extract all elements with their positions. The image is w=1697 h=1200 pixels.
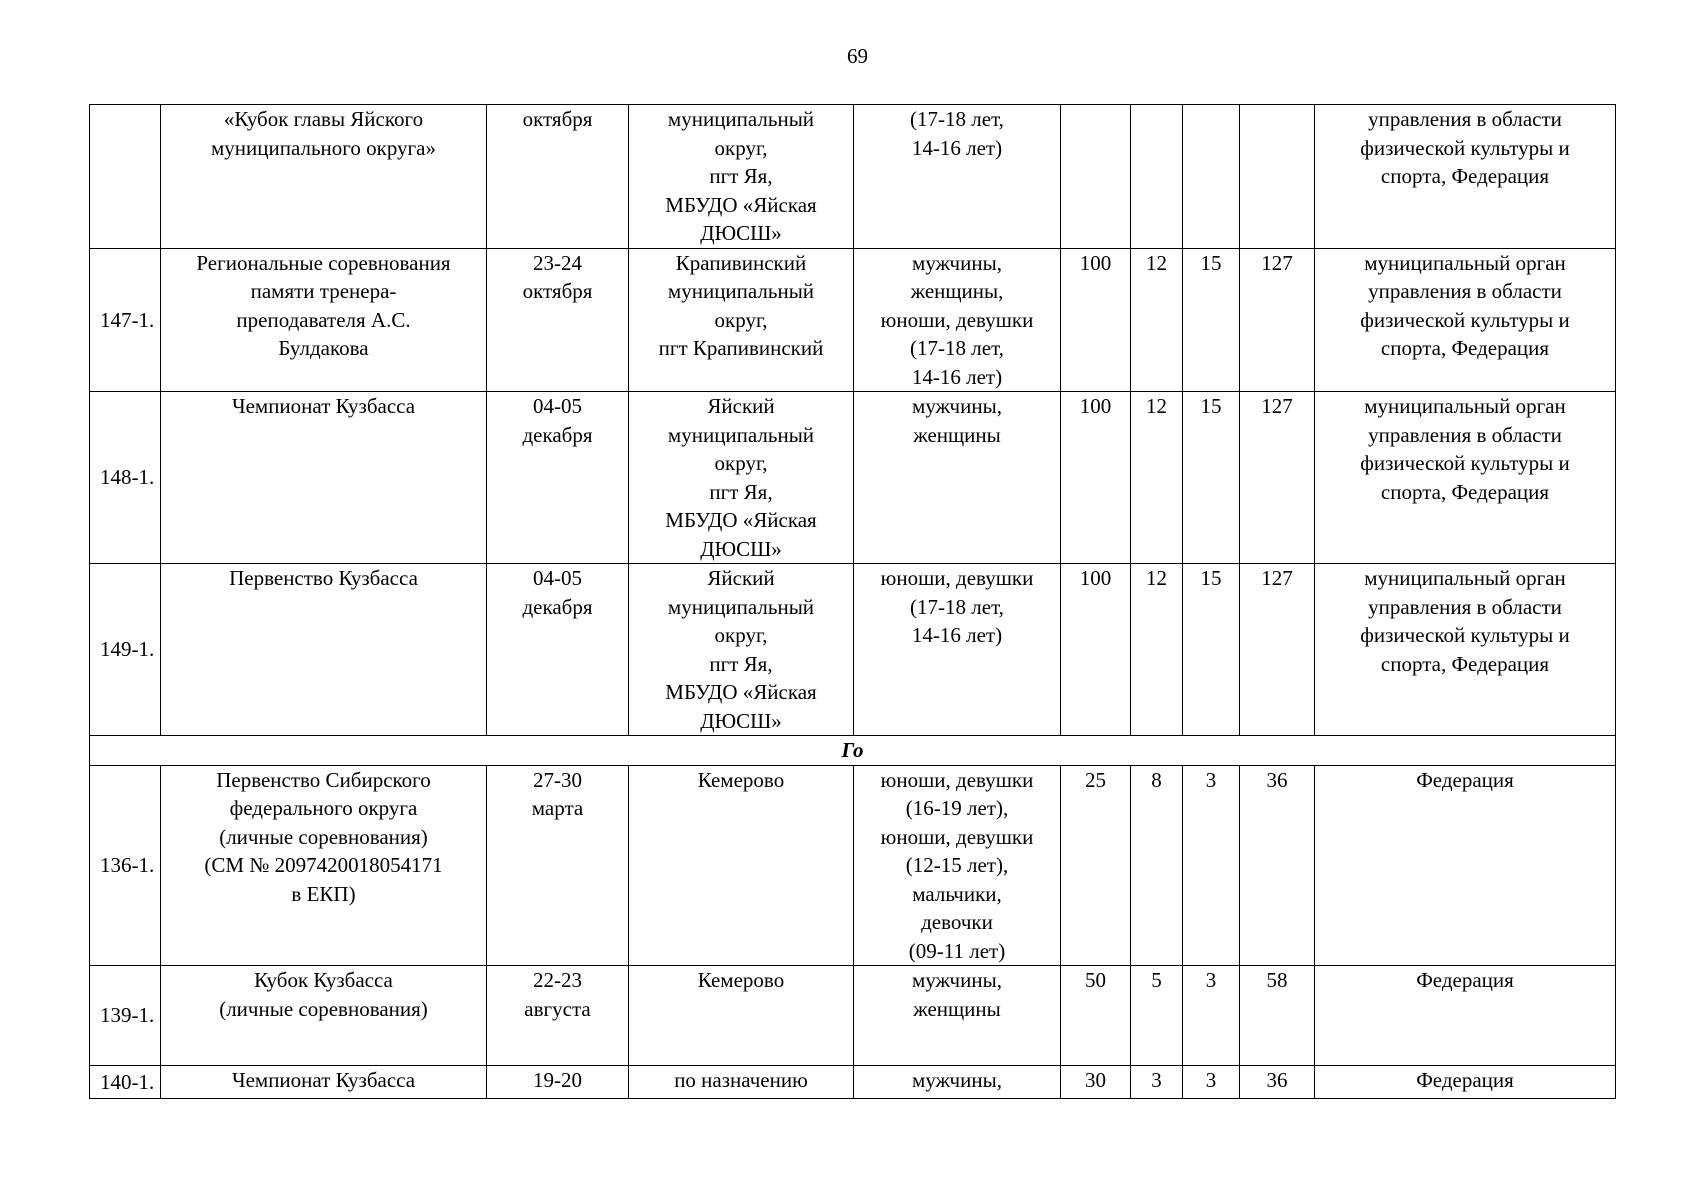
event-place-line: муниципальный [667, 422, 815, 447]
event-place-line: муниципальный [667, 594, 815, 619]
event-dates-line: августа [524, 996, 591, 1021]
event-organizer-cell [1315, 392, 1616, 564]
event-name-line: преподавателя А.С. [236, 307, 411, 332]
count-athletes-cell: 100 [1061, 248, 1131, 392]
event-name-line: федерального округа [229, 796, 418, 820]
event-dates-cell [487, 966, 629, 1066]
event-name-line: Чемпионат Кузбасса [231, 1068, 416, 1092]
event-organizer-line: управления в области [1368, 422, 1562, 447]
event-organizer-line: Федерация [1416, 1068, 1514, 1092]
count-coaches-cell: 12 [1131, 248, 1183, 392]
event-dates-line: 19-20 [533, 1068, 582, 1092]
event-place-line: пгт Яя, [709, 651, 773, 676]
page-number: 69 [847, 44, 868, 68]
event-name-cell [161, 248, 487, 392]
row-number-cell: 147-1. [90, 248, 161, 392]
event-participants-cell [854, 765, 1061, 966]
event-organizer-line: управления в области [1368, 594, 1562, 619]
event-place-cell [629, 966, 854, 1066]
event-dates-cell [487, 105, 629, 249]
event-dates-line: марта [531, 796, 584, 820]
event-name-cell [161, 1066, 487, 1099]
table-row [90, 392, 1616, 564]
count-coaches-cell: 3 [1131, 1066, 1183, 1099]
event-participants-line: 14-16 лет) [911, 135, 1003, 160]
event-participants-line: мужчины, [912, 394, 1002, 418]
event-name-line: памяти тренера- [250, 279, 397, 303]
count-judges-cell: 3 [1183, 1066, 1240, 1099]
event-place-line: МБУДО «Яйская [665, 192, 817, 217]
events-table [89, 104, 1616, 1099]
event-place-line: округ, [714, 135, 768, 160]
count-total-cell: 127 [1240, 392, 1315, 564]
event-place-cell [629, 765, 854, 966]
event-dates-line: октября [522, 279, 593, 303]
event-organizer-line: Федерация [1416, 968, 1514, 992]
count-coaches-cell: 8 [1131, 765, 1183, 966]
event-name-line: (личные соревнования) [219, 824, 428, 849]
event-place-cell [629, 564, 854, 736]
event-name-line: Булдакова [278, 336, 369, 360]
event-dates-line: 04-05 [533, 394, 582, 418]
event-dates-cell [487, 248, 629, 392]
event-place-line: муниципальный [667, 107, 815, 131]
event-organizer-line: спорта, Федерация [1380, 336, 1550, 360]
table-row [90, 105, 1616, 249]
event-participants-line: 14-16 лет) [911, 364, 1003, 389]
event-place-line: по назначению [674, 1068, 808, 1092]
event-organizer-line: физической культуры и [1360, 135, 1570, 160]
event-name-cell [161, 392, 487, 564]
event-dates-cell [487, 765, 629, 966]
event-participants-line: юноши, девушки [880, 767, 1034, 792]
event-participants-line: юноши, девушки [880, 824, 1034, 849]
count-total-cell: 127 [1240, 248, 1315, 392]
event-organizer-line: Федерация [1416, 767, 1514, 792]
event-organizer-line: физической культуры и [1360, 451, 1570, 475]
event-place-line: пгт Яя, [709, 164, 773, 188]
row-number-cell: 136-1. [90, 765, 161, 966]
count-coaches-cell [1131, 105, 1183, 249]
count-total-cell: 36 [1240, 1066, 1315, 1099]
event-place-line: Кемерово [697, 968, 785, 992]
event-organizer-line: управления в области [1368, 279, 1562, 303]
event-organizer-cell [1315, 564, 1616, 736]
event-place-line: ДЮСШ» [700, 708, 782, 733]
event-place-line: Яйский [707, 394, 775, 418]
count-coaches-cell: 5 [1131, 966, 1183, 1066]
event-participants-line: (17-18 лет, [910, 594, 1004, 619]
event-place-line: Кемерово [697, 767, 785, 792]
event-organizer-line: физической культуры и [1360, 307, 1570, 332]
section-title: Го [90, 736, 1616, 766]
event-place-line: ДЮСШ» [700, 221, 782, 245]
event-place-line: МБУДО «Яйская [665, 680, 817, 704]
event-participants-cell [854, 105, 1061, 249]
event-name-line: Первенство Кузбасса [229, 566, 418, 590]
event-organizer-line: управления в области [1368, 107, 1562, 131]
count-total-cell [1240, 105, 1315, 249]
event-dates-line: декабря [522, 422, 593, 447]
event-dates-line: 23-24 [533, 250, 582, 275]
event-organizer-cell [1315, 105, 1616, 249]
event-place-line: Яйский [707, 566, 775, 590]
table-row [90, 1066, 1616, 1099]
section-row [90, 736, 1616, 766]
event-dates-cell [487, 392, 629, 564]
event-place-line: округ, [714, 307, 768, 332]
event-participants-line: девочки [921, 910, 993, 934]
event-participants-line: юноши, девушки [880, 307, 1034, 332]
count-judges-cell: 3 [1183, 966, 1240, 1066]
event-organizer-line: спорта, Федерация [1380, 479, 1550, 504]
event-participants-line: женщины [913, 996, 1001, 1021]
row-number-cell [90, 105, 161, 249]
table-row [90, 966, 1616, 1066]
event-name-line: Региональные соревнования [196, 250, 451, 275]
table-row [90, 248, 1616, 392]
event-participants-line: (17-18 лет, [910, 107, 1004, 131]
event-participants-line: мужчины, [912, 1068, 1002, 1092]
event-name-line: (СМ № 2097420018054171 [204, 853, 443, 877]
event-participants-line: (17-18 лет, [910, 336, 1004, 360]
event-name-cell [161, 105, 487, 249]
event-organizer-line: муниципальный орган [1364, 250, 1566, 275]
event-organizer-line: физической культуры и [1360, 623, 1570, 647]
event-name-line: Чемпионат Кузбасса [231, 394, 416, 418]
event-place-cell [629, 392, 854, 564]
event-name-cell [161, 765, 487, 966]
event-place-line: округ, [714, 623, 768, 647]
event-participants-line: (12-15 лет), [905, 853, 1009, 877]
event-organizer-line: спорта, Федерация [1380, 164, 1550, 188]
event-participants-line: мужчины, [912, 968, 1002, 992]
table-row [90, 564, 1616, 736]
event-organizer-cell [1315, 765, 1616, 966]
event-dates-cell [487, 1066, 629, 1099]
event-participants-line: мужчины, [912, 250, 1002, 275]
event-participants-line: женщины, [910, 279, 1004, 303]
event-dates-line: октября [522, 107, 593, 131]
event-name-line: (личные соревнования) [219, 996, 428, 1021]
event-place-line: МБУДО «Яйская [665, 508, 817, 532]
row-number-cell: 149-1. [90, 564, 161, 736]
row-number-cell: 148-1. [90, 392, 161, 564]
event-dates-cell [487, 564, 629, 736]
event-place-line: округ, [714, 451, 768, 475]
event-participants-line: 14-16 лет) [911, 623, 1003, 647]
count-judges-cell [1183, 105, 1240, 249]
count-total-cell: 127 [1240, 564, 1315, 736]
count-judges-cell: 15 [1183, 392, 1240, 564]
event-dates-line: декабря [522, 594, 593, 619]
event-participants-line: (09-11 лет) [908, 938, 1006, 963]
event-place-cell [629, 105, 854, 249]
event-dates-line: 27-30 [533, 767, 582, 792]
event-dates-line: 22-23 [533, 968, 582, 992]
event-participants-line: юноши, девушки [880, 566, 1034, 590]
event-dates-line: 04-05 [533, 566, 582, 590]
event-name-line: Кубок Кузбасса [254, 968, 393, 992]
event-participants-cell [854, 248, 1061, 392]
event-name-line: Первенство Сибирского [216, 767, 431, 792]
event-place-line: Крапивинский [675, 250, 807, 275]
event-participants-line: мальчики, [912, 881, 1002, 906]
event-participants-line: (16-19 лет), [905, 796, 1009, 820]
count-coaches-cell: 12 [1131, 564, 1183, 736]
count-athletes-cell: 30 [1061, 1066, 1131, 1099]
event-place-cell [629, 248, 854, 392]
event-participants-cell [854, 966, 1061, 1066]
event-organizer-line: муниципальный орган [1364, 566, 1566, 590]
event-participants-cell [854, 564, 1061, 736]
count-coaches-cell: 12 [1131, 392, 1183, 564]
row-number-cell: 140-1. [90, 1066, 161, 1099]
event-participants-line: женщины [913, 422, 1001, 447]
event-name-line: в ЕКП) [291, 881, 356, 906]
event-name-cell [161, 966, 487, 1066]
event-place-cell [629, 1066, 854, 1099]
event-participants-cell [854, 392, 1061, 564]
event-organizer-line: муниципальный орган [1364, 394, 1566, 418]
count-judges-cell: 15 [1183, 248, 1240, 392]
count-judges-cell: 15 [1183, 564, 1240, 736]
count-athletes-cell [1061, 105, 1131, 249]
event-place-line: пгт Крапивинский [658, 336, 824, 360]
event-name-line: «Кубок главы Яйского [223, 107, 424, 131]
event-name-line: муниципального округа» [211, 135, 436, 160]
table-row [90, 765, 1616, 966]
event-place-line: муниципальный [667, 279, 815, 303]
event-organizer-cell [1315, 966, 1616, 1066]
event-place-line: ДЮСШ» [700, 536, 782, 561]
count-athletes-cell: 25 [1061, 765, 1131, 966]
event-organizer-cell [1315, 1066, 1616, 1099]
count-athletes-cell: 100 [1061, 392, 1131, 564]
row-number-cell: 139-1. [90, 966, 161, 1066]
count-judges-cell: 3 [1183, 765, 1240, 966]
event-organizer-line: спорта, Федерация [1380, 651, 1550, 676]
event-place-line: пгт Яя, [709, 479, 773, 504]
count-athletes-cell: 50 [1061, 966, 1131, 1066]
count-athletes-cell: 100 [1061, 564, 1131, 736]
event-organizer-cell [1315, 248, 1616, 392]
event-participants-cell [854, 1066, 1061, 1099]
count-total-cell: 58 [1240, 966, 1315, 1066]
count-total-cell: 36 [1240, 765, 1315, 966]
event-name-cell [161, 564, 487, 736]
